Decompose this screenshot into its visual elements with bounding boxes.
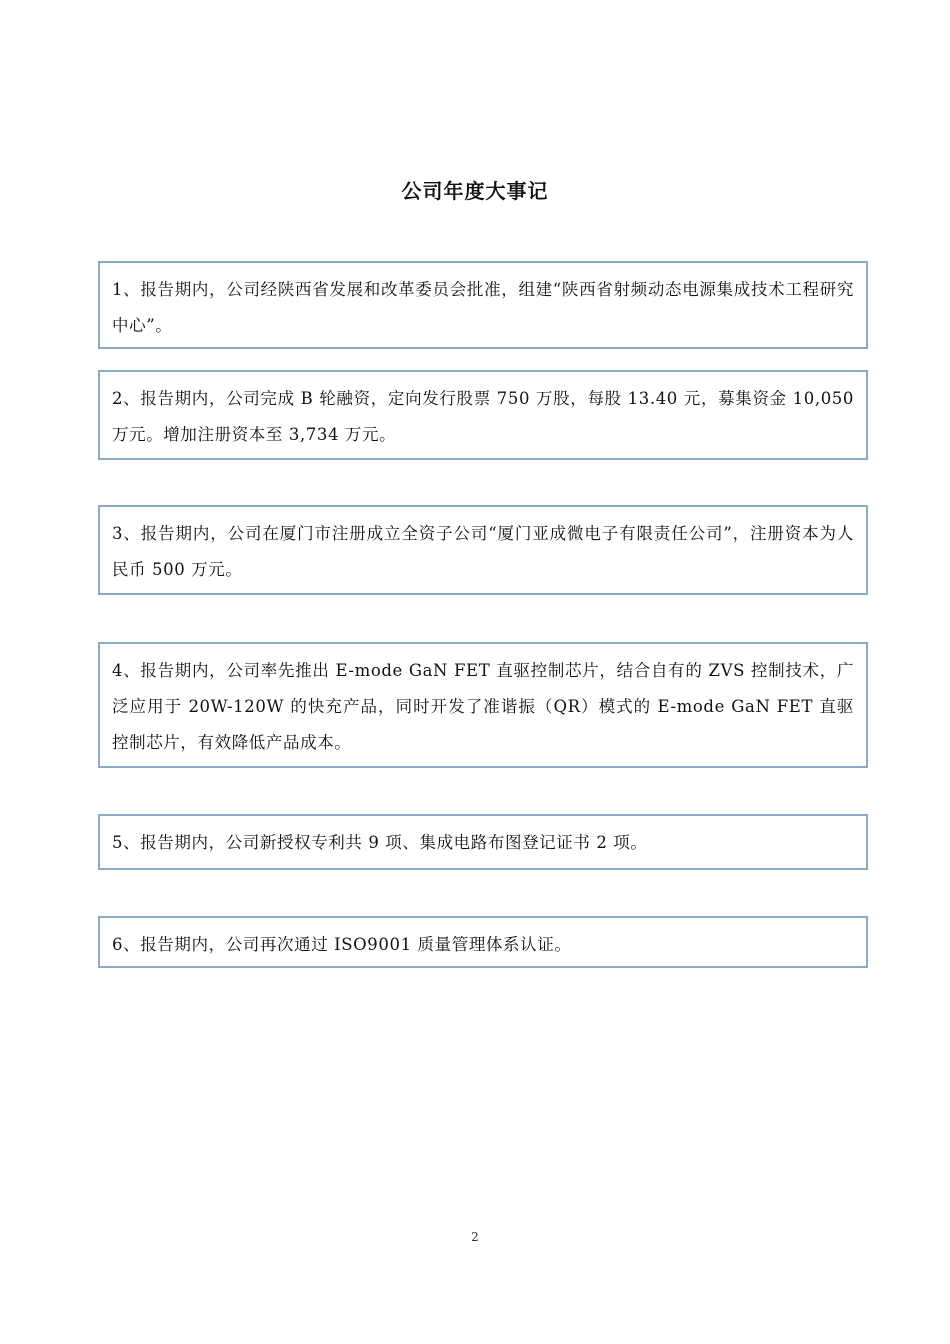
page-number: 2 <box>471 1230 479 1244</box>
event-item-5: 5、报告期内，公司新授权专利共 9 项、集成电路布图登记证书 2 项。 <box>98 814 868 870</box>
event-item-1: 1、报告期内，公司经陕西省发展和改革委员会批准，组建“陕西省射频动态电源集成技术工程研究中心”。 <box>98 261 868 349</box>
event-item-6: 6、报告期内，公司再次通过 ISO9001 质量管理体系认证。 <box>98 916 868 968</box>
event-item-2: 2、报告期内，公司完成 B 轮融资，定向发行股票 750 万股，每股 13.40 元，募集资金 10,050 万元。增加注册资本至 3,734 万元。 <box>98 370 868 460</box>
event-item-3: 3、报告期内，公司在厦门市注册成立全资子公司“厦门亚成微电子有限责任公司”，注册资本为人民币 500 万元。 <box>98 505 868 595</box>
event-item-4: 4、报告期内，公司率先推出 E-mode GaN FET 直驱控制芯片，结合自有的 ZVS 控制技术，广泛应用于 20W-120W 的快充产品，同时开发了准谐振（QR）模式的 E-mode GaN FET 直驱控制芯片，有效降低产品成本。 <box>98 642 868 768</box>
page-title: 公司年度大事记 <box>401 179 549 203</box>
